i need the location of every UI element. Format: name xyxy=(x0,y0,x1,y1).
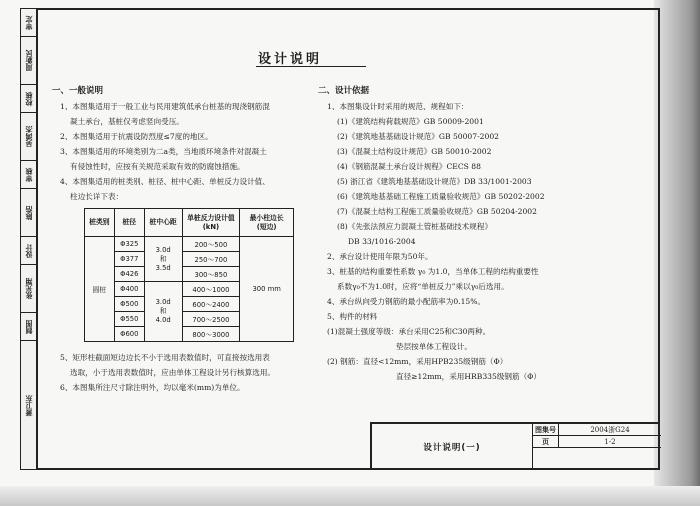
code-6: (6)《建筑地基基础工程施工质量验收规范》GB 50202-2002 xyxy=(337,192,545,201)
page-label: 页 xyxy=(533,436,559,448)
page-bottom-shadow xyxy=(0,486,700,506)
general-item-1b: 凝土承台，基桩仅考虑竖向受压。 xyxy=(70,117,184,126)
code-4: (4)《钢筋混凝土承台设计规程》CECS 88 xyxy=(337,162,481,171)
title-underline xyxy=(256,66,366,67)
code-1: (1)《建筑结构荷载规范》GB 50009-2001 xyxy=(337,117,484,126)
basis-point-2: 2、承台设计使用年限为50年。 xyxy=(327,252,433,261)
cell-diameter: Φ550 xyxy=(114,312,144,327)
general-item-3b: 有侵蚀性时，应按有关规范采取有效的防腐蚀措施。 xyxy=(70,162,245,171)
code-5: (5) 浙江省《建筑地基基础设计规范》DB 33/1001-2003 xyxy=(337,177,532,186)
strip-cell-checker: 吴鸿杰 xyxy=(21,113,38,161)
strip-cell-reviewer: 陈浩 xyxy=(21,189,38,237)
header-pile-type: 桩类别 xyxy=(85,209,115,237)
header-diameter: 桩径 xyxy=(114,209,144,237)
general-item-3: 3、本图集适用的环境类别为二a类，当地质环境条件对混凝土 xyxy=(60,147,267,156)
cell-reaction: 700～2500 xyxy=(182,312,240,327)
page-number: 1-2 xyxy=(604,438,616,446)
general-heading: 一、一般说明 xyxy=(52,86,104,96)
strip-cell-approve: 审定 xyxy=(21,9,38,37)
basis-intro: 1、本图集设计时采用的规范、规程如下： xyxy=(327,102,469,111)
strip-cell-designer: 张光翔 xyxy=(21,265,38,313)
cell-diameter: Φ377 xyxy=(114,252,144,267)
page-title: 设计说明 xyxy=(258,52,323,67)
cell-reaction: 300～850 xyxy=(182,267,240,282)
cell-diameter: Φ500 xyxy=(114,297,144,312)
title-block-blank xyxy=(533,448,661,470)
general-item-6: 6、本图集所注尺寸除注明外，均以毫米(mm)为单位。 xyxy=(60,383,245,392)
header-reaction: 单桩反力设计值 (kN) xyxy=(182,209,240,237)
general-item-5b: 选取，小于选用表数值时，应由单体工程设计另行核算选用。 xyxy=(70,368,276,377)
atlas-label: 图集号 xyxy=(533,424,559,436)
title-block-title: 设计说明(一) xyxy=(423,443,481,453)
general-item-5: 5、矩形柱截面短边边长不小于选用表数值时，可直接按选用表 xyxy=(60,353,270,362)
cell-pile-type: 圆桩 xyxy=(85,237,115,342)
strip-cell-approver: 周新民 xyxy=(21,37,38,85)
cell-reaction: 600～2400 xyxy=(182,297,240,312)
code-8: (8)《先张法预应力混凝土管桩基础技术规程》 xyxy=(337,222,493,231)
basis-point-3: 3、桩基的结构重要性系数 γ₀ 为1.0，当单体工程的结构重要性 xyxy=(327,267,539,276)
general-item-4: 4、本图集适用的桩类别、桩径、桩中心距、单桩反力设计值、 xyxy=(60,177,270,186)
header-min-column: 最小柱边长 (短边) xyxy=(240,209,294,237)
strip-cell-check: 校核 xyxy=(21,85,38,113)
material-rebar-b: 直径≥12mm，采用HRB335级钢筋（Φ） xyxy=(396,372,542,381)
atlas-number: 2004浙G24 xyxy=(590,426,630,434)
basis-point-5: 5、构件的材料 xyxy=(327,312,378,321)
code-2: (2)《建筑地基基础设计规范》GB 50007-2002 xyxy=(337,132,499,141)
general-item-2: 2、本图集适用于抗震设防烈度≤7度的地区。 xyxy=(60,132,213,141)
cell-reaction: 250～700 xyxy=(182,252,240,267)
general-item-4b: 柱边长详下表： xyxy=(70,192,124,201)
basis-point-3b: 系数γ₀不为1.0时，应将“单桩反力”乘以γ₀后选用。 xyxy=(337,282,509,291)
pile-table xyxy=(84,208,294,342)
cell-reaction: 800～3000 xyxy=(182,327,240,342)
cell-reaction: 400～1000 xyxy=(182,282,240,297)
page-row xyxy=(533,436,661,448)
cell-min-column: 300 mm xyxy=(240,237,294,342)
cell-diameter: Φ600 xyxy=(114,327,144,342)
cell-spacing-group-2: 3.0d 和 4.0d xyxy=(144,282,182,342)
pile-table-header xyxy=(85,209,294,237)
strip-cell-draft: 制图 xyxy=(21,313,38,341)
cell-reaction: 200～500 xyxy=(182,237,240,252)
material-concrete: (1)混凝土强度等级：承台采用C25和C30两种。 xyxy=(327,327,491,336)
strip-cell-design: 设计 xyxy=(21,237,38,265)
code-8-number: DB 33/1016-2004 xyxy=(348,237,416,246)
code-7: (7)《混凝土结构工程施工质量验收规范》GB 50204-2002 xyxy=(337,207,537,216)
code-3: (3)《混凝土结构设计规范》GB 50010-2002 xyxy=(337,147,492,156)
material-cushion: 垫层按单体工程设计。 xyxy=(396,342,472,351)
header-spacing: 桩中心距 xyxy=(144,209,182,237)
strip-cell-drafter: 萧卫东 xyxy=(24,394,33,416)
cell-spacing-group-1: 3.0d 和 3.5d xyxy=(144,237,182,282)
material-rebar: (2) 钢筋：直径<12mm，采用HPB235级钢筋（Φ） xyxy=(327,357,508,366)
atlas-row xyxy=(533,424,661,436)
table-row xyxy=(85,237,294,252)
general-item-1: 1、本图集适用于一般工业与民用建筑低承台桩基的现浇钢筋混 xyxy=(60,102,270,111)
title-block xyxy=(370,422,660,470)
basis-point-4: 4、承台纵向受力钢筋的最小配筋率为0.15%。 xyxy=(327,297,486,306)
basis-heading: 二、设计依据 xyxy=(318,86,370,96)
cell-diameter: Φ400 xyxy=(114,282,144,297)
title-block-grid xyxy=(532,424,660,470)
strip-cell-review: 审核 xyxy=(21,161,38,189)
cell-diameter: Φ426 xyxy=(114,267,144,282)
cell-diameter: Φ325 xyxy=(114,237,144,252)
